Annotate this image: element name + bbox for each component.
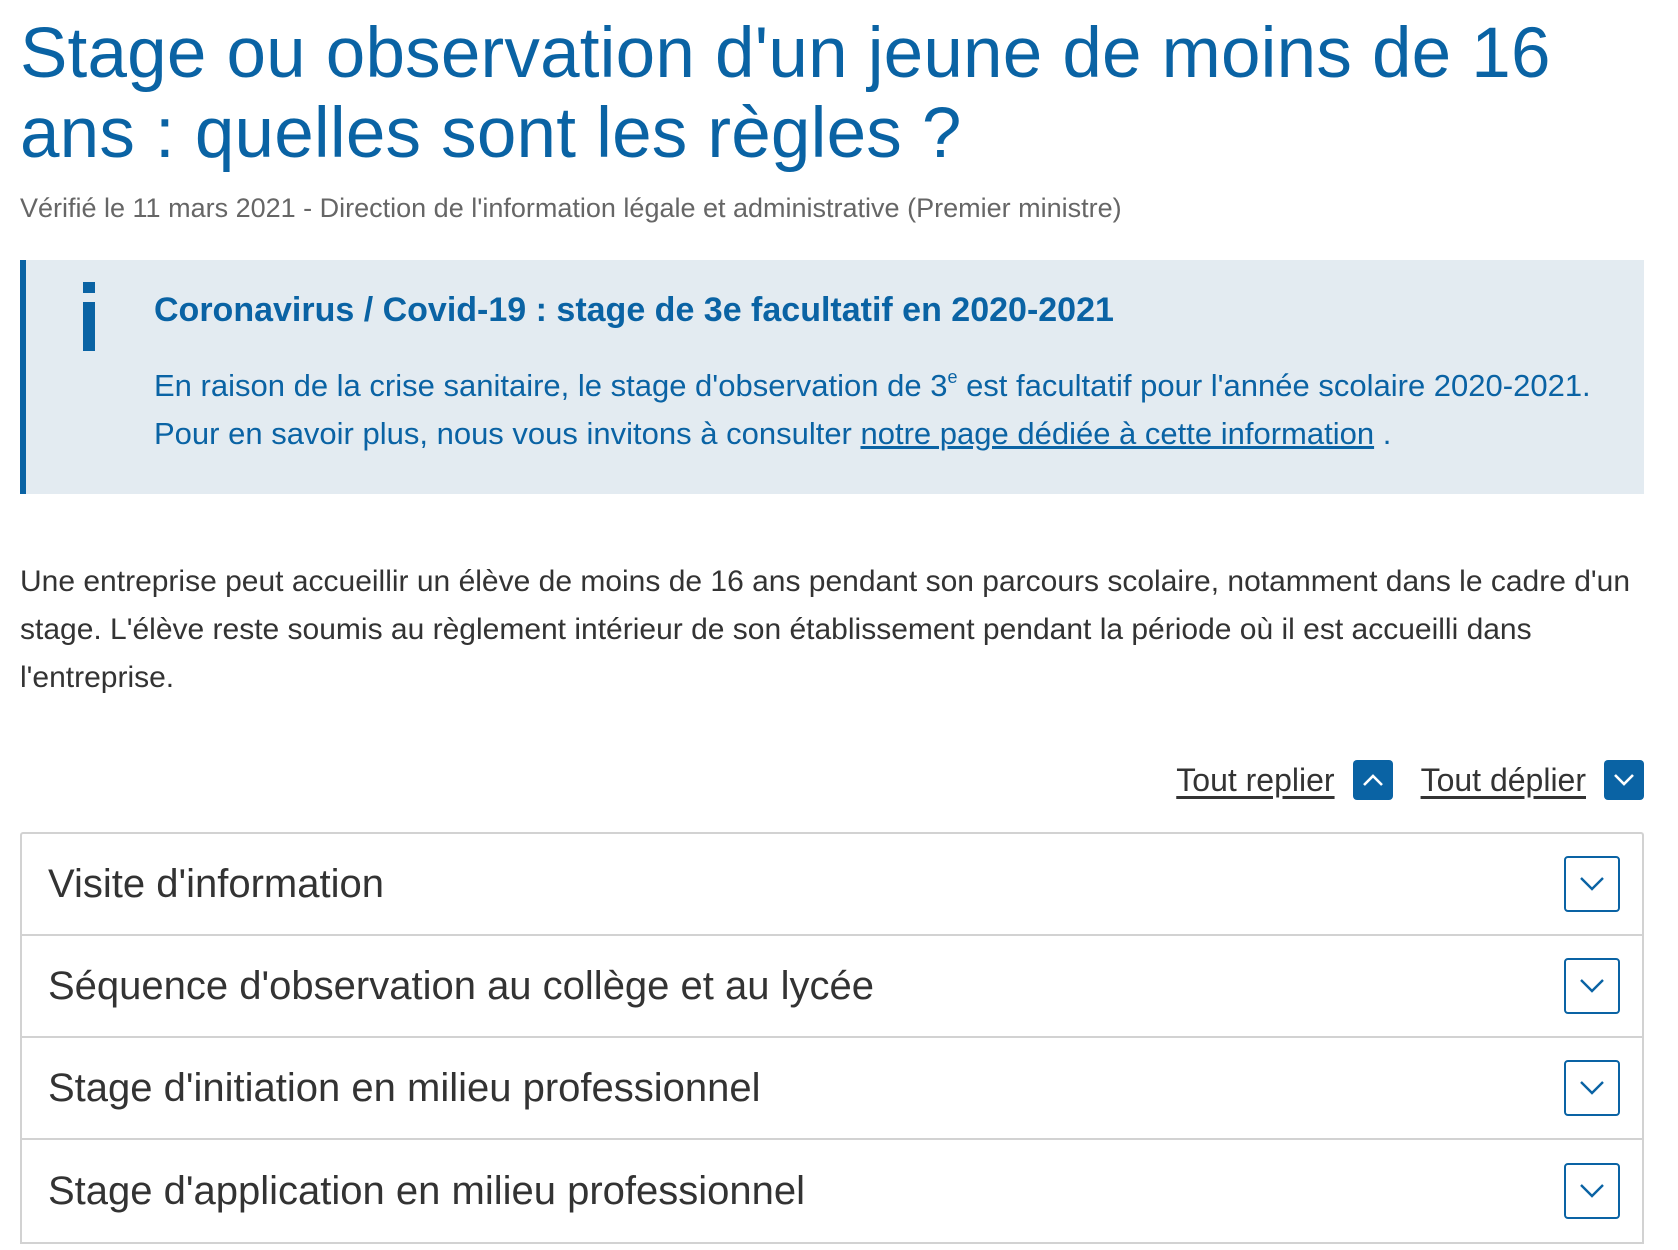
intro-paragraph: Une entreprise peut accueillir un élève de moins de 16 ans pendant son parcours scolaire, notamment dans le cadre d'un stage. L'élève reste soumis au règlement intérieur de son établissement pendant la période où il est accueilli dans l'entreprise. bbox=[20, 565, 1631, 694]
accordion-item-label: Stage d'initiation en milieu professionnel bbox=[48, 1066, 761, 1110]
accordion-item-label: Visite d'information bbox=[48, 862, 384, 906]
alert-title: Coronavirus / Covid-19 : stage de 3e facultatif en 2020-2021 bbox=[154, 291, 1114, 329]
chevron-down-icon[interactable] bbox=[1564, 958, 1620, 1014]
accordion-item-label: Séquence d'observation au collège et au lycée bbox=[48, 964, 874, 1008]
accordion-controls bbox=[20, 758, 1644, 802]
collapse-all-label[interactable]: Tout replier bbox=[1176, 762, 1335, 798]
chevron-up-icon[interactable] bbox=[1353, 760, 1393, 800]
alert-body-text-continued: est facultatif pour l'année scolaire 2020-2021. Pour en savoir plus, nous vous invitons à consulter bbox=[154, 368, 1591, 451]
page-meta: Vérifié le 11 mars 2021 - Direction de l'information légale et administrative (Premier ministre) bbox=[20, 193, 1122, 223]
chevron-down-icon[interactable] bbox=[1564, 1060, 1620, 1116]
expand-all-button[interactable] bbox=[1421, 760, 1644, 800]
dedicated-page-link[interactable]: notre page dédiée à cette information bbox=[860, 416, 1375, 451]
page-content bbox=[20, 14, 1644, 1244]
chevron-down-icon[interactable] bbox=[1564, 1163, 1620, 1219]
alert-body-superscript: e bbox=[947, 366, 958, 387]
accordion-item-sequence-observation[interactable] bbox=[22, 936, 1642, 1038]
chevron-down-icon[interactable] bbox=[1604, 760, 1644, 800]
chevron-down-icon[interactable] bbox=[1564, 856, 1620, 912]
collapse-all-button[interactable] bbox=[1176, 760, 1392, 800]
page-title: Stage ou observation d'un jeune de moins de 16 ans : quelles sont les règles ? bbox=[20, 14, 1551, 173]
alert-body-text: En raison de la crise sanitaire, le stage d'observation de 3 bbox=[154, 368, 948, 403]
info-icon bbox=[80, 282, 100, 354]
accordion bbox=[20, 832, 1644, 1244]
alert-body-end: . bbox=[1374, 416, 1392, 451]
expand-all-label[interactable]: Tout déplier bbox=[1420, 762, 1586, 798]
accordion-item-stage-application[interactable] bbox=[22, 1140, 1642, 1244]
alert-body bbox=[154, 362, 1622, 458]
accordion-item-stage-initiation[interactable] bbox=[22, 1038, 1642, 1140]
accordion-item-label: Stage d'application en milieu professionnel bbox=[48, 1169, 806, 1213]
covid-alert-box bbox=[20, 260, 1644, 494]
accordion-item-visite-information[interactable] bbox=[22, 834, 1642, 936]
